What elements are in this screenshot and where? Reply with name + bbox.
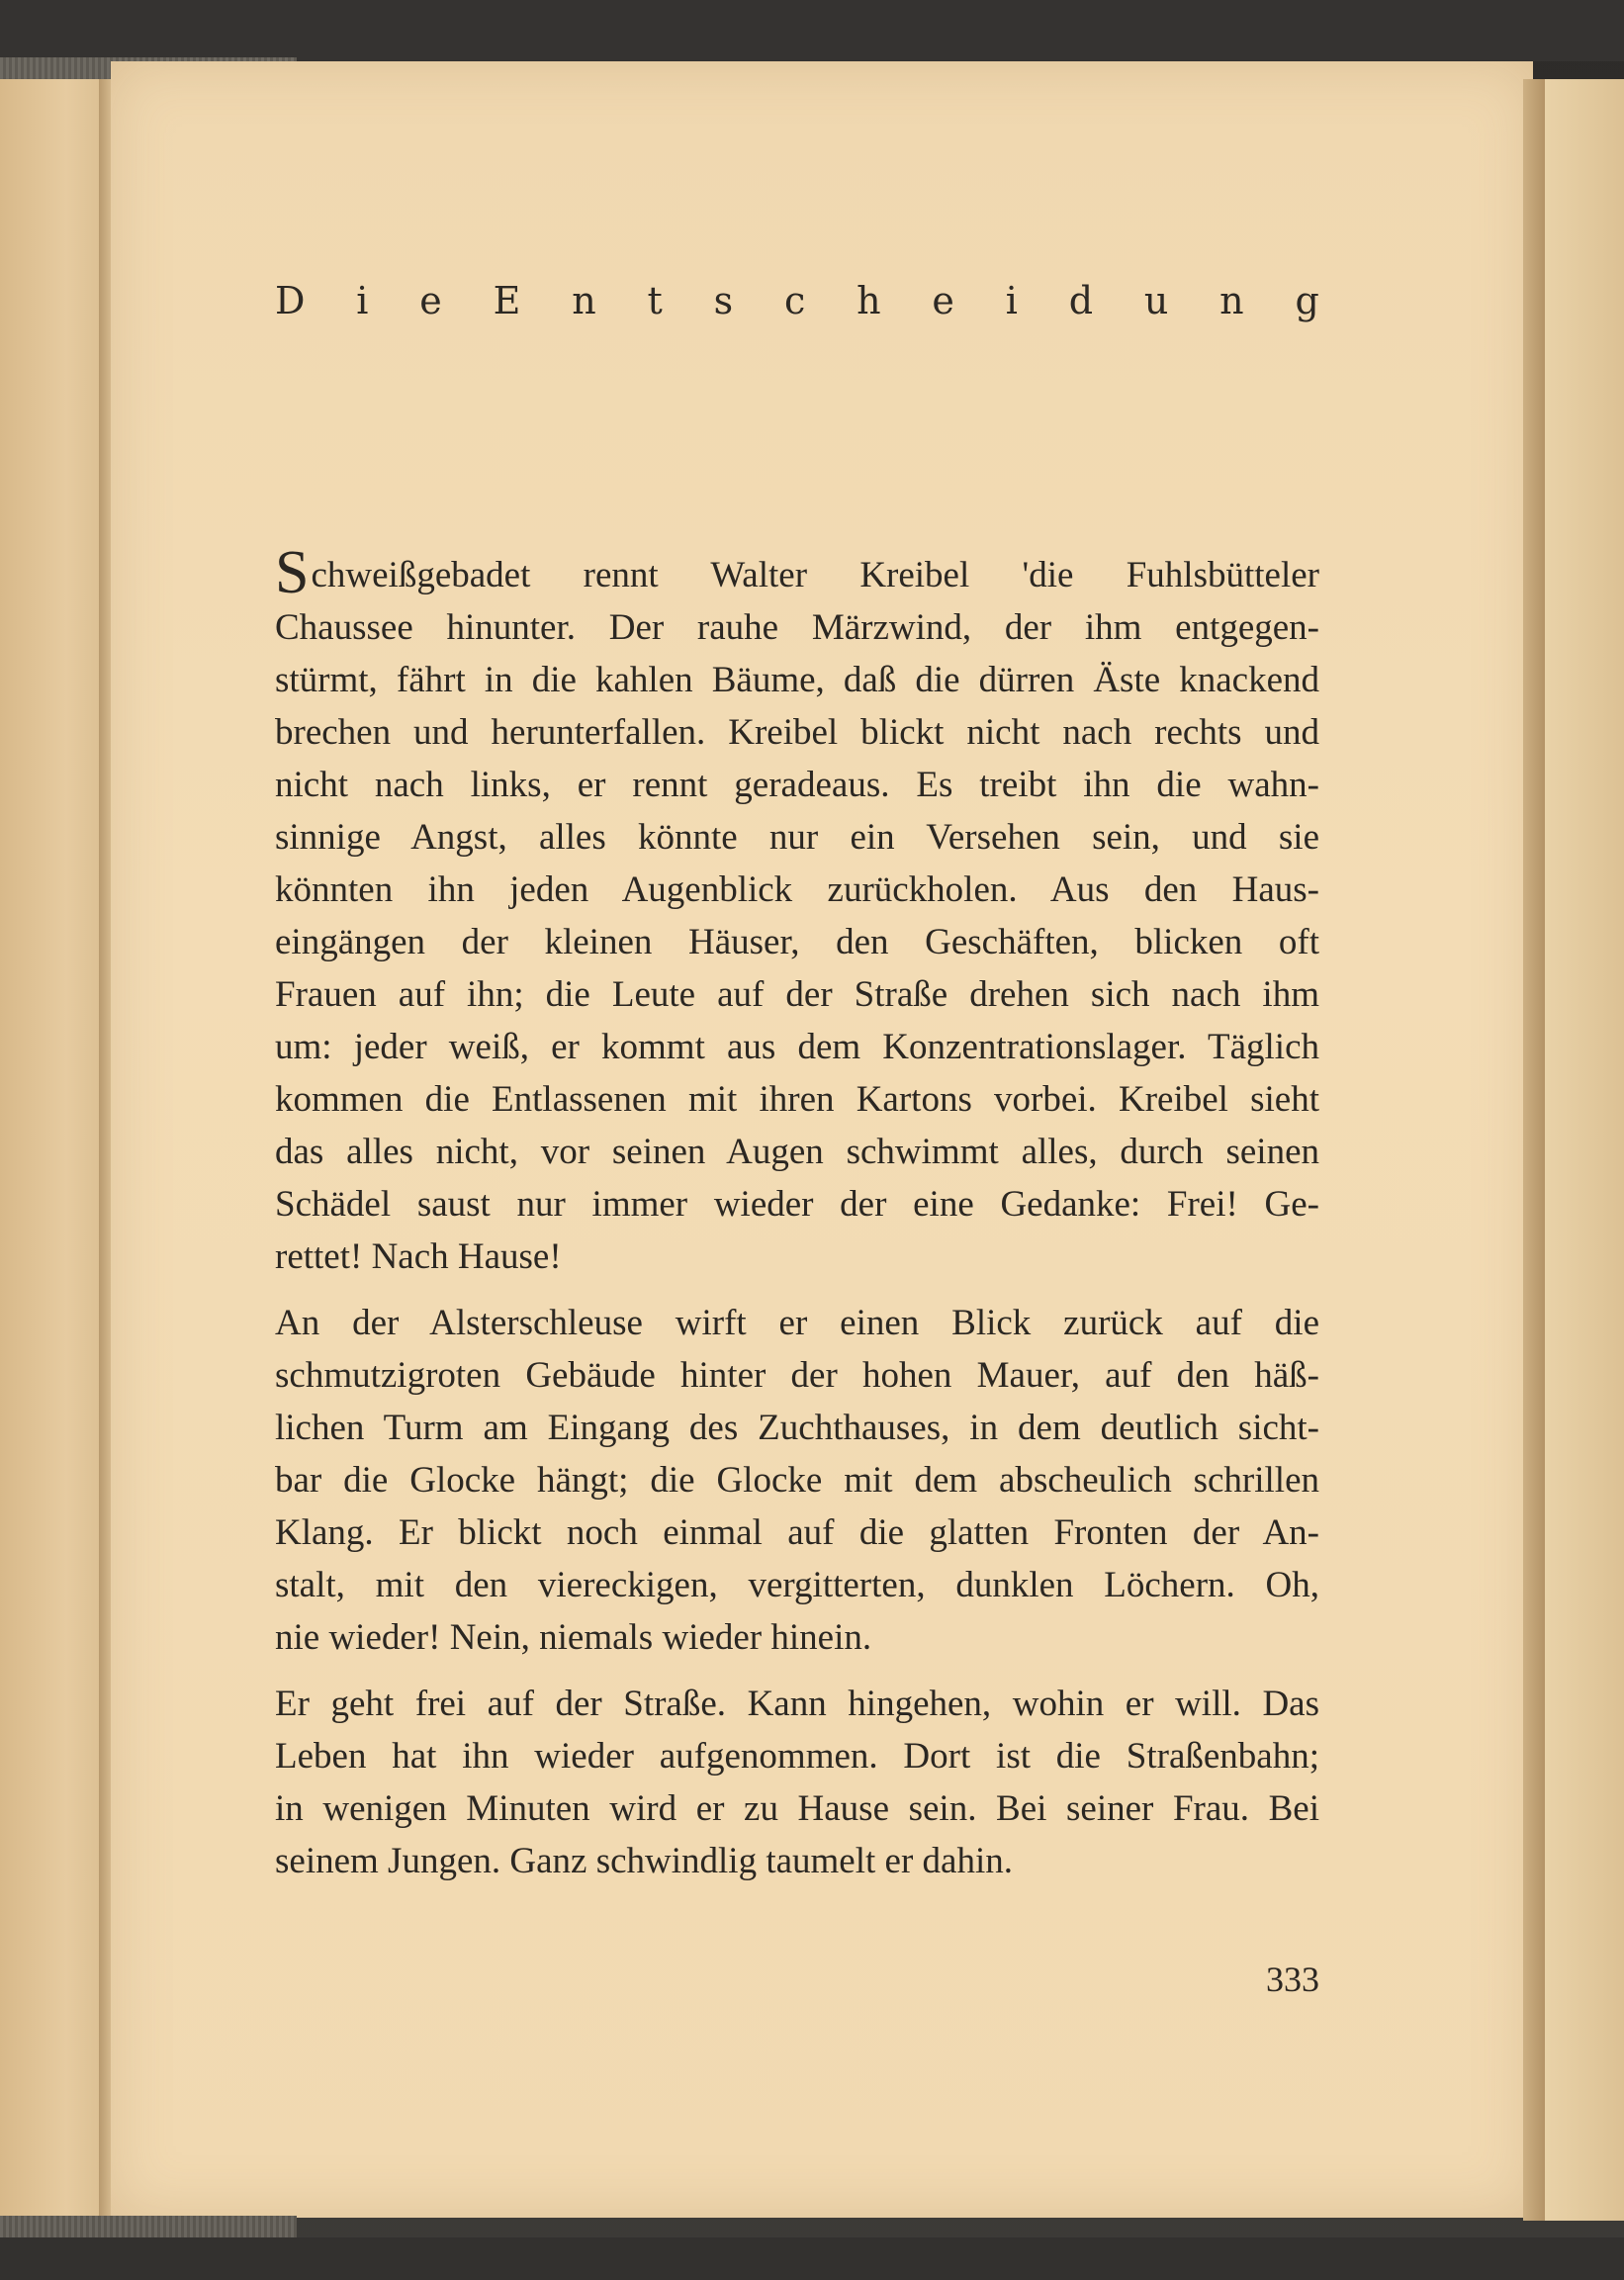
text-line: rettet! Nach Hause! — [275, 1236, 562, 1277]
running-head-letter: i — [1005, 279, 1018, 322]
text-line: stalt, mit den viereckigen, vergitterten, dunklen Löchern. Oh, — [275, 1565, 1319, 1605]
text-line: Klang. Er blickt noch einmal auf die glatten Fronten der An- — [275, 1512, 1319, 1553]
page-edge-right — [1523, 79, 1545, 2221]
text-line: Schädel saust nur immer wieder der eine Gedanke: Frei! Ge- — [275, 1184, 1319, 1225]
book-cover-top — [0, 0, 1624, 61]
running-head-letter: t — [647, 279, 663, 322]
text-line: brechen und herunterfallen. Kreibel blickt nicht nach rechts und — [275, 712, 1319, 753]
running-head-letter: u — [1143, 279, 1169, 322]
text-line: Er geht frei auf der Straße. Kann hingehen, wohin er will. Das — [275, 1684, 1319, 1724]
next-page-sliver — [1545, 79, 1624, 2221]
text-line: könnten ihn jeden Augenblick zurückholen. Aus den Haus- — [275, 869, 1319, 910]
page-number: 333 — [1266, 1960, 1319, 1999]
text-line: An der Alsterschleuse wirft er einen Blick zurück auf die — [275, 1303, 1319, 1343]
text-line: sinnige Angst, alles könnte nur ein Versehen sein, und sie — [275, 817, 1319, 858]
paragraph — [275, 1678, 1319, 1887]
running-head-letter: n — [572, 279, 596, 322]
book-cover-bottom — [0, 2237, 1624, 2280]
text-line: eingängen der kleinen Häuser, den Geschäften, blicken oft — [275, 922, 1319, 962]
paragraph — [275, 539, 1319, 1283]
running-head-letter: c — [783, 279, 806, 322]
body-text — [275, 539, 1319, 1901]
text-line — [275, 539, 1319, 606]
text-line: lichen Turm am Eingang des Zuchthauses, in dem deutlich sicht- — [275, 1408, 1319, 1448]
paragraph — [275, 1297, 1319, 1664]
line-text: chweißgebadet rennt Walter Kreibel 'die Fuhlsbütteler — [311, 555, 1319, 595]
text-line: in wenigen Minuten wird er zu Hause sein. Bei seiner Frau. Bei — [275, 1788, 1319, 1829]
text-line: kommen die Entlassenen mit ihren Kartons vorbei. Kreibel sieht — [275, 1079, 1319, 1120]
text-line: das alles nicht, vor seinen Augen schwimmt alles, durch seinen — [275, 1132, 1319, 1172]
running-head — [275, 279, 1319, 322]
text-line: nicht nach links, er rennt geradeaus. Es treibt ihn die wahn- — [275, 765, 1319, 805]
running-head-letter: D — [275, 279, 306, 322]
running-head-letter: h — [857, 279, 881, 322]
text-line: seinem Jungen. Ganz schwindlig taumelt er dahin. — [275, 1841, 1013, 1881]
running-head-letter: i — [356, 279, 369, 322]
running-head-letter: e — [932, 279, 954, 322]
running-head-letter: d — [1068, 279, 1094, 322]
text-line: um: jeder weiß, er kommt aus dem Konzentrationslager. Täglich — [275, 1027, 1319, 1067]
text-line: stürmt, fährt in die kahlen Bäume, daß die dürren Äste knackend — [275, 660, 1319, 700]
running-head-letter: s — [713, 279, 734, 322]
text-line: schmutzigroten Gebäude hinter der hohen Mauer, auf den häß- — [275, 1355, 1319, 1396]
text-line: nie wieder! Nein, niemals wieder hinein. — [275, 1617, 872, 1658]
text-line: Leben hat ihn wieder aufgenommen. Dort ist die Straßenbahn; — [275, 1736, 1319, 1777]
text-line: Frauen auf ihn; die Leute auf der Straße drehen sich nach ihm — [275, 974, 1319, 1015]
drop-cap: S — [275, 539, 310, 606]
running-head-letter: g — [1295, 279, 1319, 322]
running-head-letter: E — [493, 279, 521, 322]
left-page-edge — [0, 79, 111, 2221]
running-head-letter: n — [1219, 279, 1244, 322]
running-head-letter: e — [419, 279, 442, 322]
text-line: Chaussee hinunter. Der rauhe Märzwind, der ihm entgegen- — [275, 607, 1319, 648]
text-line: bar die Glocke hängt; die Glocke mit dem abscheulich schrillen — [275, 1460, 1319, 1501]
